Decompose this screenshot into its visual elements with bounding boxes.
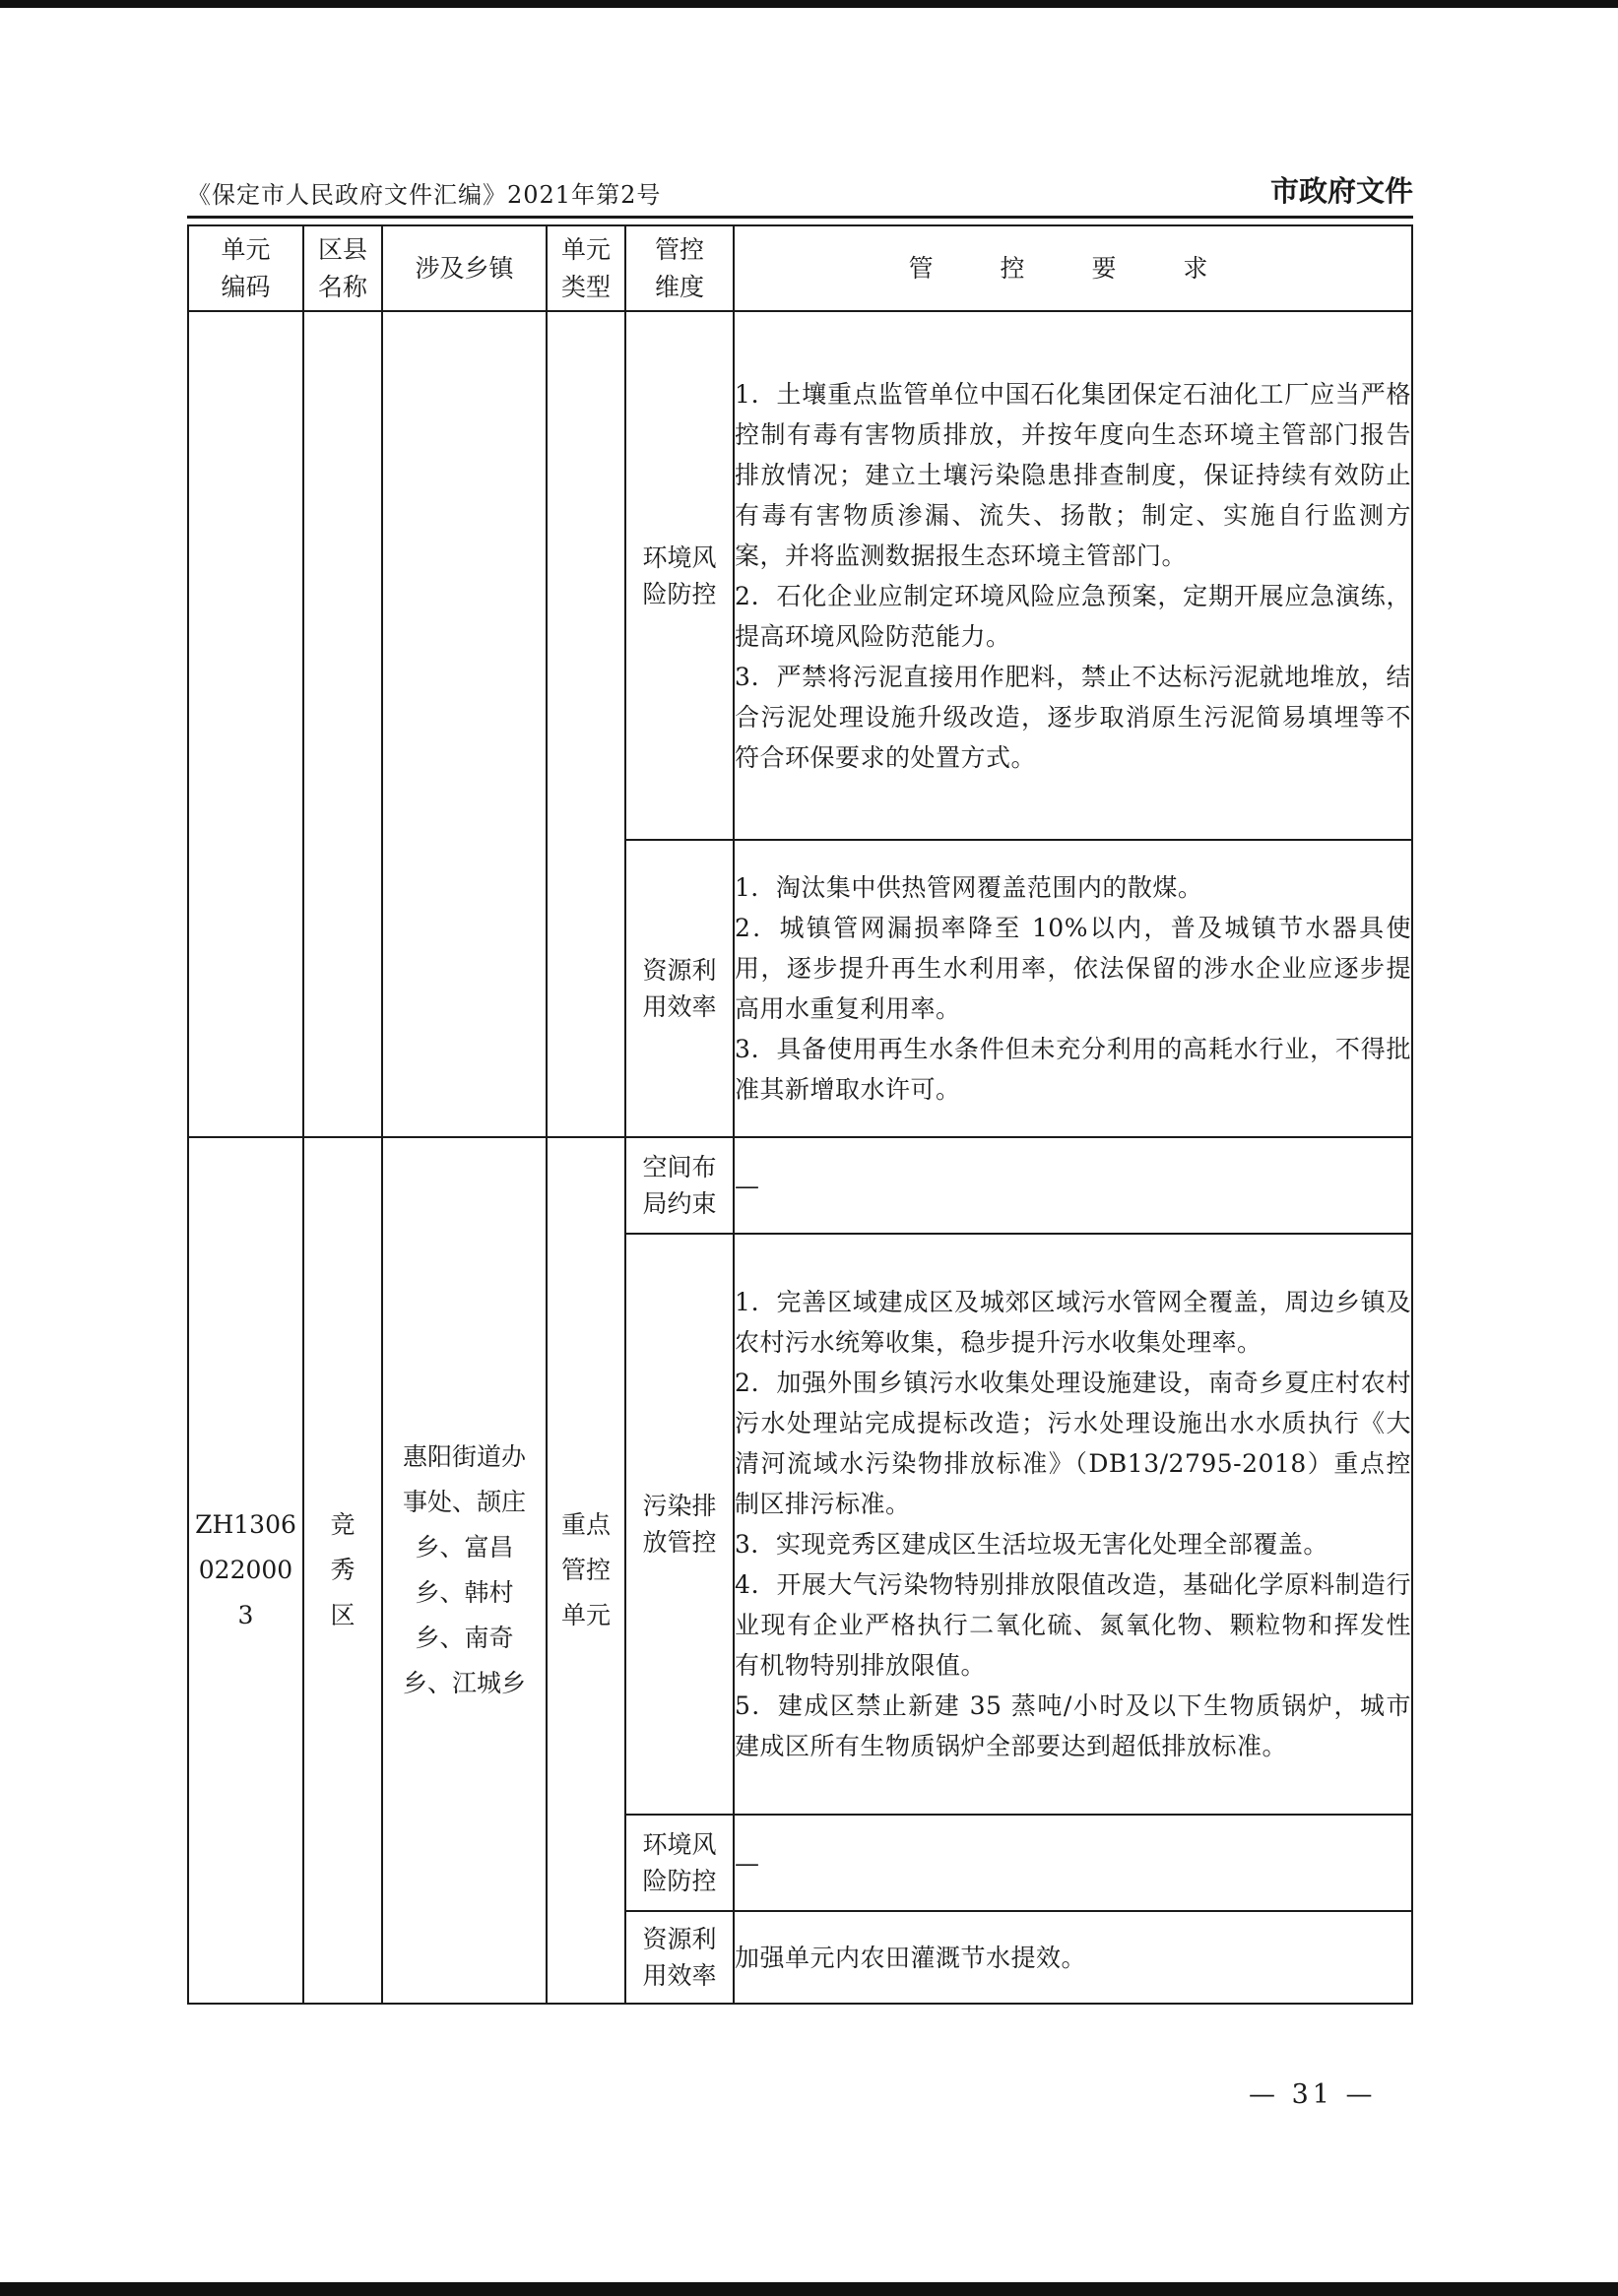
col-header-towns: 涉及乡镇 xyxy=(382,225,547,311)
table-row xyxy=(188,1137,1412,1234)
scan-bottom-edge xyxy=(0,2282,1618,2296)
requirement-item: 4．开展大气污染物特别排放限值改造，基础化学原料制造行业现有企业严格执行二氧化硫、氮氧化物、颗粒物和挥发性有机物特别排放限值。 xyxy=(735,1570,1411,1680)
col-header-county: 区县名称 xyxy=(303,225,382,311)
requirements-cell xyxy=(734,1137,1412,1234)
dimension-cell: 资源利用效率 xyxy=(625,1911,734,2004)
requirement-item: 2．石化企业应制定环境风险应急预案，定期开展应急演练，提高环境风险防范能力。 xyxy=(735,581,1411,651)
requirements-cell xyxy=(734,840,1412,1137)
control-requirements-table xyxy=(187,224,1413,2005)
scan-top-edge xyxy=(0,0,1618,8)
requirement-item: 1．淘汰集中供热管网覆盖范围内的散煤。 xyxy=(735,873,1203,902)
unit-type-cell-continued xyxy=(547,311,625,1137)
requirement-item: 3．具备使用再生水条件但未充分利用的高耗水行业，不得批准其新增取水许可。 xyxy=(735,1035,1411,1104)
page-number: — 31 — xyxy=(1249,2079,1377,2110)
dimension-cell: 污染排放管控 xyxy=(625,1234,734,1815)
header-rule xyxy=(187,216,1413,219)
requirement-item: 3．严禁将污泥直接用作肥料，禁止不达标污泥就地堆放，结合污泥处理设施升级改造，逐步取消原生污泥简易填埋等不符合环保要求的处置方式。 xyxy=(735,662,1411,772)
requirement-item: — xyxy=(735,1848,760,1878)
county-cell: 竞秀区 xyxy=(303,1137,382,2004)
requirement-item: 5．建成区禁止新建 35 蒸吨/小时及以下生物质锅炉，城市建成区所有生物质锅炉全部要达到超低排放标准。 xyxy=(735,1691,1411,1760)
dimension-cell: 环境风险防控 xyxy=(625,311,734,840)
requirements-cell xyxy=(734,1815,1412,1911)
col-header-requirements: 管 控 要 求 xyxy=(734,225,1412,311)
col-header-dimension: 管控维度 xyxy=(625,225,734,311)
towns-cell: 惠阳街道办事处、颉庄乡、富昌乡、韩村乡、南奇乡、江城乡 xyxy=(382,1137,547,2004)
unit-code-cell-continued xyxy=(188,311,303,1137)
table-row xyxy=(188,311,1412,840)
requirements-cell xyxy=(734,1911,1412,2004)
dimension-cell: 资源利用效率 xyxy=(625,840,734,1137)
county-cell-continued xyxy=(303,311,382,1137)
document-title: 《保定市人民政府文件汇编》2021年第2号 xyxy=(187,181,662,209)
col-header-unit-type: 单元类型 xyxy=(547,225,625,311)
table-header-row xyxy=(188,225,1412,311)
requirement-item: 2．城镇管网漏损率降至 10%以内，普及城镇节水器具使用，逐步提升再生水利用率，依法保留的涉水企业应逐步提高用水重复利用率。 xyxy=(735,914,1411,1023)
requirements-cell xyxy=(734,311,1412,840)
requirement-item: — xyxy=(735,1171,760,1200)
dimension-cell: 空间布局约束 xyxy=(625,1137,734,1234)
requirement-item: 1．完善区域建成区及城郊区域污水管网全覆盖，周边乡镇及农村污水统筹收集，稳步提升污水收集处理率。 xyxy=(735,1288,1411,1357)
dimension-cell: 环境风险防控 xyxy=(625,1815,734,1911)
requirement-item: 1．土壤重点监管单位中国石化集团保定石油化工厂应当严格控制有毒有害物质排放，并按年度向生态环境主管部门报告排放情况；建立土壤污染隐患排查制度，保证持续有效防止有毒有害物质渗漏、流失、扬散；制定、实施自行监测方案，并将监测数据报生态环境主管部门。 xyxy=(735,379,1411,570)
requirement-item: 3．实现竞秀区建成区生活垃圾无害化处理全部覆盖。 xyxy=(735,1530,1328,1559)
section-label: 市政府文件 xyxy=(1269,174,1413,208)
requirement-item: 加强单元内农田灌溉节水提效。 xyxy=(735,1943,1087,1972)
requirements-cell xyxy=(734,1234,1412,1815)
page-header xyxy=(187,169,1413,209)
unit-type-cell: 重点管控单元 xyxy=(547,1137,625,2004)
col-header-unit-code: 单元编码 xyxy=(188,225,303,311)
requirement-item: 2．加强外围乡镇污水收集处理设施建设，南奇乡夏庄村农村污水处理站完成提标改造；污水处理设施出水水质执行《大清河流域水污染物排放标准》（DB13/2795-2018）重点控制区排污标准。 xyxy=(735,1369,1411,1518)
unit-code-cell: ZH13060220003 xyxy=(188,1137,303,2004)
towns-cell-continued xyxy=(382,311,547,1137)
